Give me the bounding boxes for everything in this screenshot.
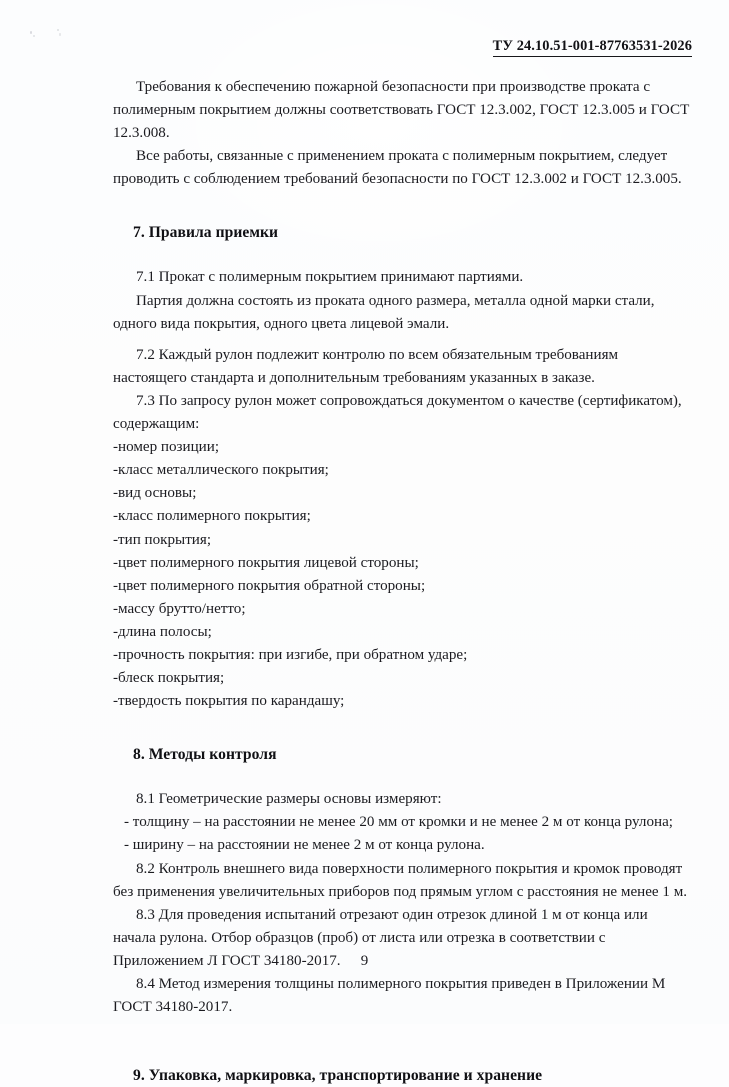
- list-item: -твердость покрытия по карандашу;: [113, 693, 345, 710]
- list-item: -массу брутто/нетто;: [113, 600, 246, 617]
- document-header-code: ТУ 24.10.51-001-87763531-2026: [493, 38, 692, 57]
- list-item: - ширину – на расстоянии не менее 2 м от конца рулона.: [124, 837, 485, 854]
- heading-section-9: 9. Упаковка, маркировка, транспортирование и хранение: [133, 1067, 543, 1085]
- list-item: -номер позиции;: [113, 439, 220, 456]
- document-body: [113, 76, 691, 1087]
- paragraph-7-3: 7.3 По запросу рулон может сопровождаться документом о качестве (сертификатом), содержащим:: [113, 392, 682, 433]
- paragraph-7-1: 7.1 Прокат с полимерным покрытием принимают партиями.: [136, 269, 524, 286]
- list-item: -блеск покрытия;: [113, 670, 225, 687]
- list-item: -класс полимерного покрытия;: [113, 508, 311, 525]
- scan-speckle: [30, 31, 32, 34]
- heading-section-7: 7. Правила приемки: [133, 224, 279, 242]
- paragraph-8-2: 8.2 Контроль внешнего вида поверхности полимерного покрытия и кромок проводят без применения увеличительных приборов под прямым углом с расстояния не менее 1 м.: [113, 860, 688, 900]
- paragraph-8-3: 8.3 Для проведения испытаний отрезают один отрезок длиной 1 м от конца или начала рулона. Отбор образцов (проб) от листа или отрезка в соответствии с Приложением Л ГОСТ 34180-2017.: [113, 906, 648, 969]
- list-item: -цвет полимерного покрытия лицевой стороны;: [113, 554, 419, 571]
- list-item: -длина полосы;: [113, 623, 212, 640]
- list-item: -вид основы;: [113, 485, 197, 502]
- page-number: 9: [360, 953, 369, 969]
- intro-paragraph-2: Все работы, связанные с применением проката с полимерным покрытием, следует проводить с соблюдением требований безопасности по ГОСТ 12.3.002 и ГОСТ 12.3.005.: [113, 148, 682, 188]
- scan-speckle: [33, 35, 35, 37]
- list-item: -тип покрытия;: [113, 531, 212, 548]
- scan-speckle: [59, 33, 61, 36]
- paragraph-7-2: 7.2 Каждый рулон подлежит контролю по всем обязательным требованиям настоящего стандарта и дополнительным требованиям указанных в заказе.: [113, 346, 619, 386]
- intro-paragraph-1: Требования к обеспечению пожарной безопасности при производстве проката с полимерным покрытием должны соответствовать ГОСТ 12.3.002, ГОСТ 12.3.005 и ГОСТ 12.3.008.: [113, 79, 690, 142]
- paragraph-8-1: 8.1 Геометрические размеры основы измеряют:: [136, 791, 442, 808]
- scan-speckle: [57, 29, 59, 31]
- list-item: -цвет полимерного покрытия обратной стороны;: [113, 577, 426, 594]
- paragraph-8-4: 8.4 Метод измерения толщины полимерного покрытия приведен в Приложении М ГОСТ 34180-2017.: [113, 976, 666, 1016]
- list-item: -класс металлического покрытия;: [113, 462, 329, 479]
- heading-section-8: 8. Методы контроля: [133, 746, 277, 764]
- list-item: -прочность покрытия: при изгибе, при обратном ударе;: [113, 646, 468, 663]
- list-item: - толщину – на расстоянии не менее 20 мм от кромки и не менее 2 м от конца рулона;: [124, 814, 673, 831]
- paragraph-7-1b: Партия должна состоять из проката одного размера, металла одной марки стали, одного вида покрытия, одного цвета лицевой эмали.: [113, 292, 655, 332]
